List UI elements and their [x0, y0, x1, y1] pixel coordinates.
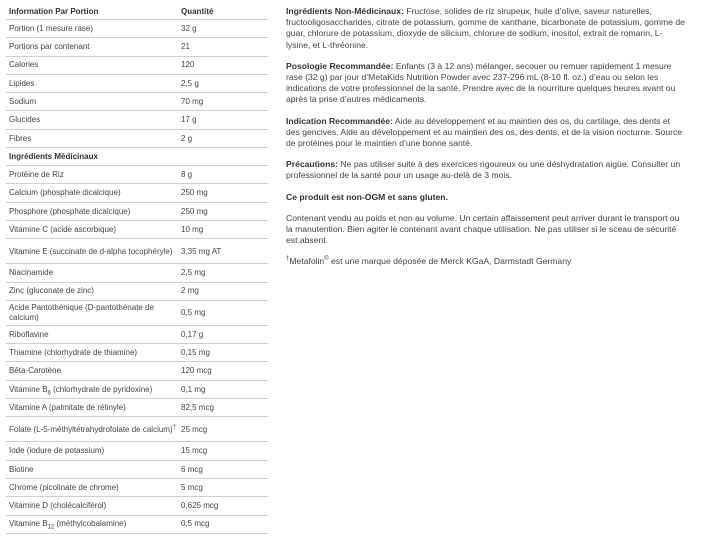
row-value: 250 mg — [181, 188, 208, 198]
row-label: Portion (1 mesure rase) — [9, 23, 94, 33]
indication-title: Indication Recommandée: — [286, 115, 393, 126]
row-value: 0,5 mcg — [181, 519, 210, 529]
table-row — [6, 264, 268, 282]
row-label: Calories — [9, 60, 39, 70]
table-header — [6, 4, 268, 20]
row-value: 0,625 mcg — [181, 501, 219, 511]
row-value: 0,15 mg — [181, 348, 210, 358]
row-value: 8 g — [181, 169, 193, 179]
row-value: 0,5 mg — [181, 308, 206, 318]
row-label: Riboflavine — [9, 329, 49, 339]
table-row — [6, 184, 268, 202]
row-label-text: Vitamine B — [9, 519, 48, 529]
row-value: 2,5 mg — [181, 268, 206, 278]
table-row — [6, 93, 268, 111]
table-row — [6, 283, 268, 301]
precautions — [286, 159, 686, 181]
table-row — [6, 399, 268, 417]
table-row — [6, 221, 268, 239]
table-row — [6, 301, 268, 326]
row-label: Vitamine E (succinate de d-alpha tocophéryle) — [9, 246, 173, 256]
row-label: Niacinamide — [9, 268, 54, 278]
row-label-text: (méthylcobalamine) — [54, 519, 127, 529]
row-label: Iode (iodure de potassium) — [9, 446, 105, 456]
header-value: Quantité — [181, 6, 214, 16]
table-row — [6, 326, 268, 344]
table-row — [6, 38, 268, 56]
row-label — [6, 425, 178, 435]
table-row — [6, 381, 268, 399]
non-med-text: Fructose, solides de riz sirupeux, huile d’olive, saveur naturelles, fructooligosaccharides, citrate de potassium, gomme de xanthane, bicarbonate de potassium, gomme de guar, chlorure de potassium, dioxyde de silicium, chlorure de sodium, inositol, extrait de romarin, L-lysine, et L-thréonine. — [286, 6, 685, 50]
row-value: 70 mg — [181, 97, 204, 107]
row-value: 250 mg — [181, 206, 208, 216]
row-label: Fibres — [9, 133, 32, 143]
row-value: 10 mg — [181, 224, 204, 234]
row-value: 3,35 mg AT — [181, 246, 222, 256]
table-row — [6, 417, 268, 442]
row-value: 120 — [181, 60, 195, 70]
table-row — [6, 497, 268, 515]
indication — [286, 116, 686, 150]
row-value: 5 mcg — [181, 482, 203, 492]
row-value: 82,5 mcg — [181, 402, 214, 412]
row-label-subscript: 12 — [47, 525, 55, 532]
section-medicinal — [6, 148, 268, 166]
posology-text: Enfants (3 à 12 ans) mélanger, secouer ou remuer rapidement 1 mesure rase (32 g) par jour d’MetaKids Nutrition Powder avec 237-296 mL (8-10 fl. oz.) d’eau ou selon les indications de votre professionnel de la santé. Prendre avec de la nourriture quelques heures avant ou après la prise d’autres médicaments. — [286, 60, 676, 105]
non-ogm-statement: Ce produit est non-OGM et sans gluten. — [286, 191, 448, 202]
trademark-name: Metafolin — [289, 256, 325, 267]
row-value: 120 mcg — [181, 366, 212, 376]
non-med-title: Ingrédients Non-Médicinaux: — [286, 6, 404, 16]
row-label: Sodium — [9, 97, 37, 107]
row-value: 0,17 g — [181, 329, 204, 339]
table-row — [6, 461, 268, 479]
table-row — [6, 57, 268, 75]
row-value: 15 mcg — [181, 446, 208, 456]
table-row — [6, 111, 268, 129]
section-title: Ingrédients Médicinaux — [9, 151, 98, 161]
row-label: Vitamine C (acide ascorbique) — [9, 224, 117, 234]
table-row — [6, 344, 268, 362]
row-label-text: (chlorhydrate de pyridoxine) — [50, 384, 153, 394]
posology-title: Posologie Recommandée: — [286, 60, 394, 71]
non-medicinal-ingredients — [286, 6, 686, 51]
table-row — [6, 516, 268, 534]
row-label: Vitamine A (palmitate de rétinyle) — [9, 402, 126, 412]
row-label: Lipides — [9, 78, 35, 88]
row-label: Protéine de Riz — [9, 169, 64, 179]
registered-mark: ® — [324, 256, 329, 263]
row-label-text: Vitamine B — [9, 384, 48, 394]
table-row — [6, 130, 268, 148]
table-row — [6, 442, 268, 460]
row-label: Acide Pantothénique (D-pantothénate de calcium) — [9, 303, 154, 322]
row-label: Bêta-Carotène — [9, 366, 62, 376]
precautions-title: Précautions: — [286, 159, 339, 170]
row-value: 2 g — [181, 133, 193, 143]
row-label: Zinc (gluconate de zinc) — [9, 286, 94, 296]
product-info — [286, 6, 686, 278]
table-row — [6, 75, 268, 93]
row-value: 0,1 mg — [181, 384, 206, 394]
row-value: 6 mcg — [181, 464, 203, 474]
posology — [286, 61, 686, 106]
row-label — [6, 519, 178, 532]
table-row — [6, 362, 268, 380]
table-row — [6, 203, 268, 221]
table-row — [6, 239, 268, 264]
container-note: Contenant vendu au poids et non au volume. Un certain affaissement peut arriver durant le transport ou la manutention. Bien agiter le contenant avant chaque utilisation. Ne pas utiliser si le sceau de sécurité est absent. — [286, 212, 680, 246]
row-value: 25 mcg — [181, 424, 208, 434]
row-value: 2 mg — [181, 286, 199, 296]
trademark-note — [286, 256, 686, 267]
dagger-mark: † — [286, 256, 290, 263]
row-value: 17 g — [181, 115, 197, 125]
table-row — [6, 479, 268, 497]
indication-text: Aide au développement et au maintien des os, du cartilage, des dents et des gencives. Aide au développement et au maintien des os, des dents, et de la vision nocturne. Source de protéines pour le maintien d’une bonne santé. — [286, 115, 683, 149]
row-label: Calcium (phosphate dicalcique) — [9, 188, 121, 198]
trademark-text: est une marque déposée de Merck KGaA, Darmstadt Germany — [328, 256, 572, 267]
row-label: Phosphore (phosphate dicalcique) — [9, 206, 131, 216]
table-row — [6, 20, 268, 38]
row-label: Glucides — [9, 115, 41, 125]
precautions-text: Ne pas utiliser suite à des exercices rigoureux ou une déshydratation aigüe. Consulter un professionnel de la santé pour un usage au-delà de 3 mois. — [286, 159, 681, 181]
row-label-text: Folate (L-5-méthyltétrahydrofolate de calcium) — [9, 424, 173, 434]
table-row — [6, 166, 268, 184]
row-label: Biotine — [9, 464, 34, 474]
row-label-subscript: 6 — [47, 390, 51, 397]
row-label: Thiamine (chlorhydrate de thiamine) — [9, 348, 138, 358]
row-label: Vitamine D (cholécalciférol) — [9, 501, 107, 511]
header-label: Information Par Portion — [9, 6, 99, 16]
row-label — [6, 385, 178, 395]
row-label: Portions par contenant — [9, 42, 90, 52]
row-label: Chrome (picolinate de chrome) — [9, 482, 119, 492]
row-value: 32 g — [181, 23, 197, 33]
row-label-superscript: † — [172, 423, 176, 430]
row-value: 2,5 g — [181, 78, 199, 88]
row-value: 21 — [181, 42, 190, 52]
nutrition-table — [6, 4, 268, 534]
